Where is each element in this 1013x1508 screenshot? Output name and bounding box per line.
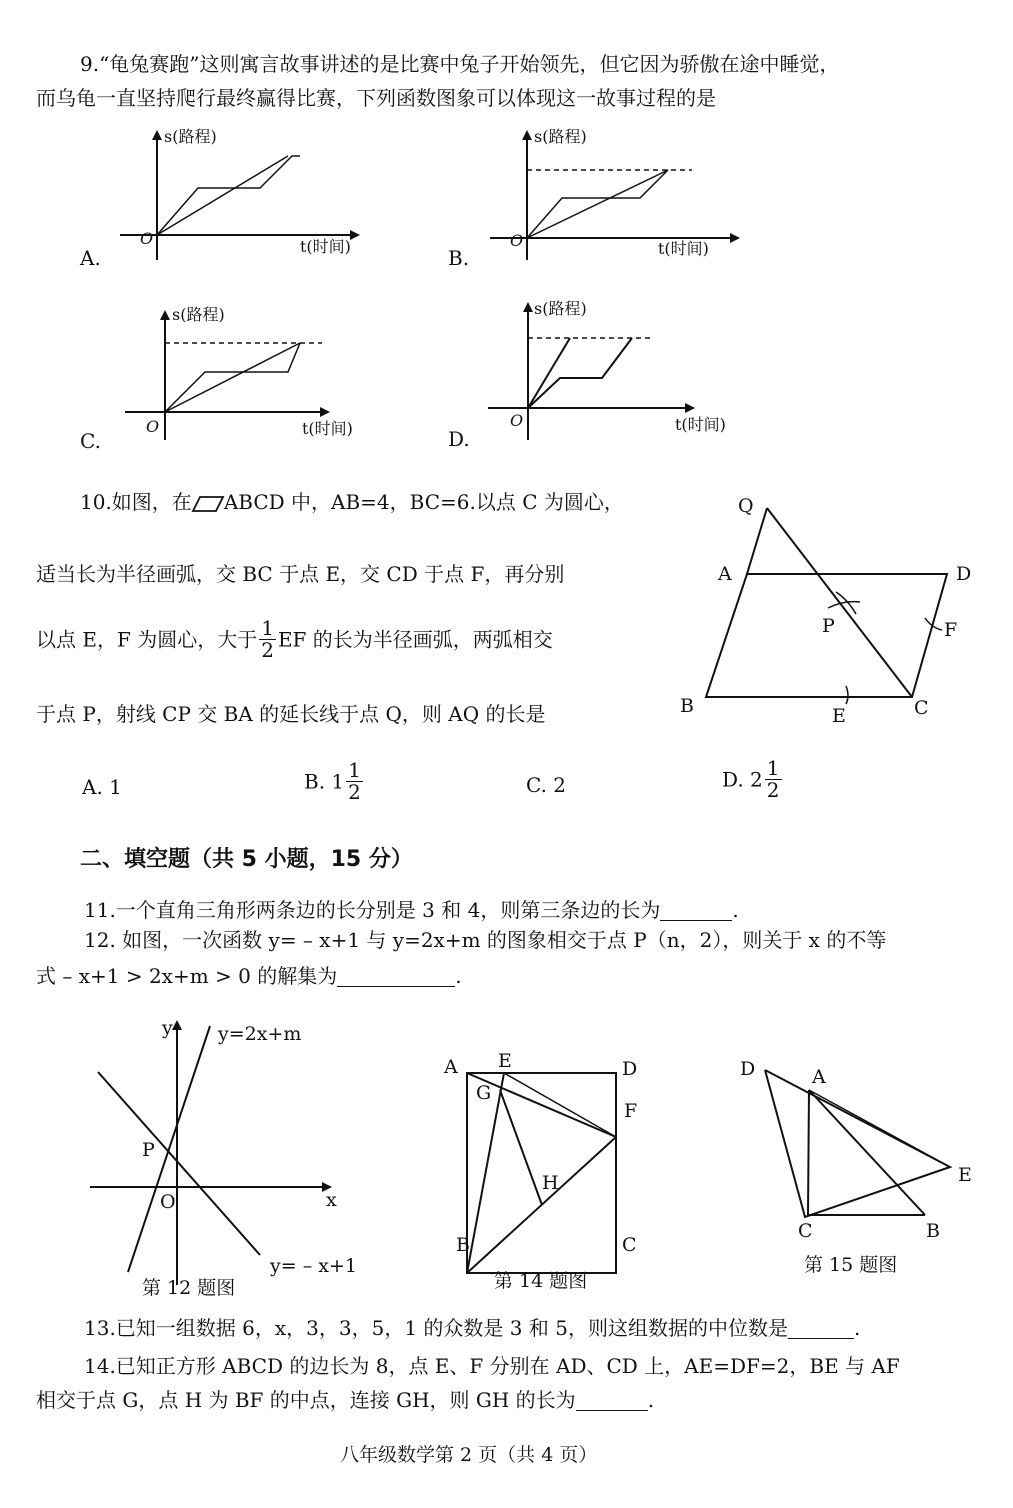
- q10-line1-a: 10.如图，在: [80, 490, 192, 514]
- fig12-origin: O: [160, 1191, 176, 1213]
- fig12-line1-label: y=2x+m: [218, 1023, 302, 1045]
- q10-frac-num: 1: [261, 616, 274, 640]
- q12-answer-blank[interactable]: [337, 966, 455, 987]
- q9d-x-label: t(时间): [675, 415, 726, 434]
- figure-15: [720, 1045, 1000, 1285]
- q10-choice-c: C. 2: [526, 773, 567, 797]
- q12-line2: [36, 966, 462, 987]
- figure-12: [70, 1010, 390, 1300]
- q9a-origin: O: [140, 229, 154, 248]
- q13-end: .: [853, 1316, 861, 1340]
- q10-label-q: Q: [738, 495, 754, 517]
- q9-graph-b: [430, 120, 760, 270]
- q9-line1: 9.“龟兔赛跑”这则寓言故事讲述的是比赛中兔子开始领先，但它因为骄傲在途中睡觉，: [80, 52, 840, 76]
- q10-label-e: E: [832, 705, 846, 727]
- q9b-x-label: t(时间): [658, 239, 709, 258]
- q14-line1: 14.已知正方形 ABCD 的边长为 8，点 E、F 分别在 AD、CD 上，AE=DF=2，BE 与 AF: [84, 1354, 900, 1378]
- q9b-origin: O: [510, 231, 524, 250]
- fig15-label-e: E: [958, 1164, 972, 1186]
- fig15-label-d: D: [740, 1058, 756, 1080]
- fig14-label-a: A: [444, 1056, 458, 1078]
- fig14-label-g: G: [476, 1082, 492, 1104]
- q9-option-c: C.: [80, 429, 101, 453]
- q10-fraction: [259, 618, 276, 661]
- q9c-y-label: s(路程): [172, 305, 225, 324]
- q14-text: 相交于点 G，点 H 为 BF 的中点，连接 GH，则 GH 的长为: [36, 1388, 576, 1412]
- fig12-line2-label: y= – x+1: [270, 1255, 357, 1277]
- section-title: 二、填空题（共 5 小题，15 分）: [80, 847, 413, 872]
- fig14-label-c: C: [622, 1234, 637, 1256]
- q12-text: 式 – x+1 > 2x+m > 0 的解集为: [36, 964, 338, 988]
- q14-line2: [36, 1390, 654, 1411]
- q10-choice-b: [304, 760, 365, 803]
- q10-figure: [670, 490, 990, 730]
- fig15-label-b: B: [926, 1220, 940, 1242]
- q11-line: [84, 900, 739, 921]
- fig14-label-e: E: [498, 1050, 512, 1072]
- parallelogram-icon: [192, 495, 224, 513]
- q10-label-f: F: [944, 619, 958, 641]
- q10-line3-b: EF 的长为半径画弧，两弧相交: [277, 627, 553, 652]
- fig14-label-b: B: [456, 1234, 470, 1256]
- q10-line3: [36, 618, 553, 661]
- q13-line: [84, 1318, 860, 1339]
- q13-text: 13.已知一组数据 6，x，3，3，5，1 的众数是 3 和 5，则这组数据的中位数是: [84, 1316, 788, 1340]
- page-footer: 八年级数学第 2 页（共 4 页）: [340, 1444, 598, 1466]
- q9c-origin: O: [146, 417, 160, 436]
- q14-answer-blank[interactable]: [576, 1390, 648, 1411]
- q10-frac-den: 2: [261, 638, 274, 662]
- q10-choice-d-num: 1: [766, 756, 780, 780]
- q14-end: .: [647, 1388, 655, 1412]
- q13-answer-blank[interactable]: [788, 1318, 854, 1339]
- q10-choice-b-num: 1: [348, 758, 361, 782]
- q12-end: .: [455, 964, 462, 988]
- fig12-p-label: P: [142, 1139, 155, 1161]
- fig12-x-label: x: [326, 1189, 337, 1211]
- q10-choice-a: A. 1: [82, 775, 122, 799]
- q10-choice-b-den: 2: [348, 780, 361, 804]
- q9a-y-label: s(路程): [164, 127, 217, 146]
- q10-label-b: B: [680, 695, 694, 717]
- q11-answer-blank[interactable]: [660, 900, 732, 921]
- q10-line4: 于点 P，射线 CP 交 BA 的延长线于点 Q，则 AQ 的长是: [36, 702, 546, 726]
- q10-line1-b: ABCD 中，AB=4，BC=6.以点 C 为圆心，: [223, 490, 624, 514]
- q9d-origin: O: [510, 411, 524, 430]
- q9-line2: 而乌龟一直坚持爬行最终赢得比赛，下列函数图象可以体现这一故事过程的是: [36, 86, 716, 110]
- fig14-label-h: H: [542, 1172, 559, 1194]
- q10-choice-b-prefix: B. 1: [304, 769, 345, 794]
- q10-choice-b-frac: [346, 760, 363, 803]
- q9b-y-label: s(路程): [534, 127, 587, 146]
- figure-14: [430, 1045, 670, 1300]
- q10-label-c: C: [914, 697, 929, 719]
- fig15-caption: 第 15 题图: [804, 1254, 898, 1276]
- q11-end: .: [732, 898, 739, 922]
- q10-line3-a: 以点 E，F 为圆心，大于: [36, 627, 258, 652]
- q10-choice-d-frac: [765, 758, 782, 801]
- fig12-y-label: y: [162, 1017, 173, 1039]
- q10-label-d: D: [956, 563, 972, 585]
- q9-option-b: B.: [448, 246, 470, 270]
- q9-graph-a: [60, 120, 380, 270]
- q10-choice-d-prefix: D. 2: [722, 767, 763, 792]
- q10-line1: [80, 492, 624, 513]
- q9-graph-d: [430, 290, 770, 460]
- q9-graph-c: [60, 300, 380, 460]
- fig14-label-f: F: [624, 1100, 638, 1122]
- q9a-x-label: t(时间): [300, 237, 351, 256]
- q9-option-a: A.: [80, 246, 101, 270]
- q10-choice-d: [722, 758, 784, 801]
- q10-label-p: P: [822, 615, 835, 637]
- q10-line2: 适当长为半径画弧，交 BC 于点 E，交 CD 于点 F，再分别: [36, 562, 565, 586]
- q9-option-d: D.: [448, 427, 470, 451]
- fig12-caption: 第 12 题图: [142, 1277, 236, 1299]
- q10-label-a: A: [718, 563, 732, 585]
- fig14-label-d: D: [622, 1058, 638, 1080]
- fig15-label-a: A: [812, 1066, 826, 1088]
- fig14-caption: 第 14 题图: [494, 1270, 588, 1292]
- q9c-x-label: t(时间): [302, 419, 353, 438]
- q11-text: 11.一个直角三角形两条边的长分别是 3 和 4，则第三条边的长为: [84, 898, 661, 922]
- q10-choice-d-den: 2: [766, 778, 780, 802]
- fig15-label-c: C: [798, 1220, 813, 1242]
- q12-line1: 12. 如图，一次函数 y= – x+1 与 y=2x+m 的图象相交于点 P（n，2），则关于 x 的不等: [84, 928, 887, 952]
- q9d-y-label: s(路程): [534, 299, 587, 318]
